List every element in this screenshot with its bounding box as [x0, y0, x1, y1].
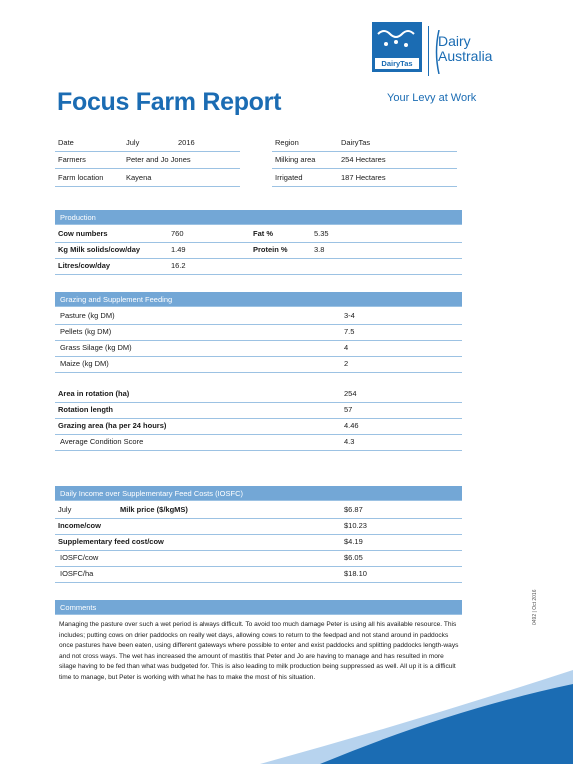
- info-row-irrigated: [272, 170, 457, 187]
- iosfc-value: $6.05: [344, 553, 363, 562]
- info-value: 254 Hectares: [341, 155, 386, 164]
- section-header-iosfc: Daily Income over Supplementary Feed Costs (IOSFC): [55, 486, 462, 501]
- feed-label: Maize (kg DM): [60, 359, 109, 368]
- production-value: 1.49: [171, 245, 186, 254]
- dairytas-logo-text: DairyTas: [381, 59, 413, 68]
- rotation-label: Grazing area (ha per 24 hours): [58, 421, 167, 430]
- footer-wave: [0, 650, 573, 764]
- iosfc-row: [55, 550, 462, 567]
- production-value-2: 3.8: [314, 245, 325, 254]
- info-value: July: [126, 138, 140, 147]
- feed-row: [55, 308, 462, 325]
- section-header-comments: Comments: [55, 600, 462, 615]
- milk-price-label: Milk price ($/kgMS): [120, 505, 188, 514]
- info-row-farmers: [55, 152, 240, 169]
- info-label: Irrigated: [275, 173, 303, 182]
- feed-value: 3-4: [344, 311, 355, 320]
- info-value: DairyTas: [341, 138, 371, 147]
- info-label: Farm location: [58, 173, 104, 182]
- milk-price-value: $6.87: [344, 505, 363, 514]
- info-row-region: [272, 135, 457, 152]
- production-value: 16.2: [171, 261, 186, 270]
- brand-line-2: Australia: [438, 48, 493, 64]
- rotation-row: [55, 418, 462, 435]
- production-label: Litres/cow/day: [58, 261, 111, 270]
- iosfc-row: [55, 518, 462, 535]
- iosfc-value: $4.19: [344, 537, 363, 546]
- dairy-australia-logo: [438, 34, 492, 64]
- production-row: [55, 258, 462, 275]
- iosfc-label: IOSFC/ha: [60, 569, 94, 578]
- iosfc-value: $18.10: [344, 569, 367, 578]
- info-value: Peter and Jo Jones: [126, 155, 191, 164]
- production-label-2: Protein %: [253, 245, 288, 254]
- info-row-milking-area: [272, 152, 457, 169]
- dairytas-logo: [372, 22, 422, 72]
- feed-label: Pasture (kg DM): [60, 311, 115, 320]
- info-value: 187 Hectares: [341, 173, 386, 182]
- production-row: [55, 226, 462, 243]
- info-label: Date: [58, 138, 74, 147]
- rotation-value: 57: [344, 405, 353, 414]
- info-value-year: 2016: [178, 138, 195, 147]
- rotation-value: 4.46: [344, 421, 359, 430]
- info-label: Milking area: [275, 155, 316, 164]
- production-row: [55, 242, 462, 259]
- feed-row: [55, 340, 462, 357]
- rotation-value: 254: [344, 389, 357, 398]
- info-label: Farmers: [58, 155, 86, 164]
- rotation-row: [55, 434, 462, 451]
- rotation-row: [55, 402, 462, 419]
- section-header-production: Production: [55, 210, 462, 225]
- feed-value: 2: [344, 359, 349, 368]
- production-label-2: Fat %: [253, 229, 274, 238]
- info-row-date: [55, 135, 240, 152]
- info-row-location: [55, 170, 240, 187]
- milk-price-row: [55, 502, 462, 519]
- rotation-value: 4.3: [344, 437, 355, 446]
- feed-label: Grass Silage (kg DM): [60, 343, 132, 352]
- rotation-label: Average Condition Score: [60, 437, 144, 446]
- section-header-grazing: Grazing and Supplement Feeding: [55, 292, 462, 307]
- iosfc-row: [55, 566, 462, 583]
- page-title: Focus Farm Report: [57, 88, 282, 116]
- iosfc-value: $10.23: [344, 521, 367, 530]
- iosfc-label: Income/cow: [58, 521, 101, 530]
- feed-row: [55, 356, 462, 373]
- feed-value: 7.5: [344, 327, 355, 336]
- production-label: Cow numbers: [58, 229, 108, 238]
- rotation-row: [55, 386, 462, 403]
- iosfc-row: [55, 534, 462, 551]
- info-label: Region: [275, 138, 299, 147]
- feed-label: Pellets (kg DM): [60, 327, 112, 336]
- feed-value: 4: [344, 343, 349, 352]
- document-code: 0492 | Oct 2016: [532, 589, 538, 625]
- comments-text: Managing the pasture over such a wet period is always difficult. To avoid too much damage Peter is using all his available resource. This includes; putting cows on drier paddocks on really wet days, allowing cows to return to the feedpad and not stand around in paddocks once pastures have been eaten, using different gateways where possible to enter and exist paddocks and splitting paddocks length-ways and not cross ways. The wet has increased the amount of mastitis that Peter and Jo are having to manage and has resulted in more silage having to be fed than what was budgeted for. This is also leading to milk production being suppressed as well. All up it is a difficult time to manage, but Peter is working with what he has to make the most of his situation.: [59, 621, 459, 681]
- iosfc-month: July: [58, 505, 72, 514]
- info-value: Kayena: [126, 173, 152, 182]
- rotation-label: Area in rotation (ha): [58, 389, 130, 398]
- feed-row: [55, 324, 462, 341]
- tagline: Your Levy at Work: [387, 92, 477, 104]
- rotation-label: Rotation length: [58, 405, 113, 414]
- production-value: 760: [171, 229, 184, 238]
- production-value-2: 5.35: [314, 229, 329, 238]
- production-label: Kg Milk solids/cow/day: [58, 245, 141, 254]
- logo-divider: [428, 26, 429, 76]
- iosfc-label: IOSFC/cow: [60, 553, 99, 562]
- iosfc-label: Supplementary feed cost/cow: [58, 537, 164, 546]
- brand-line-1: Dairy: [438, 33, 471, 49]
